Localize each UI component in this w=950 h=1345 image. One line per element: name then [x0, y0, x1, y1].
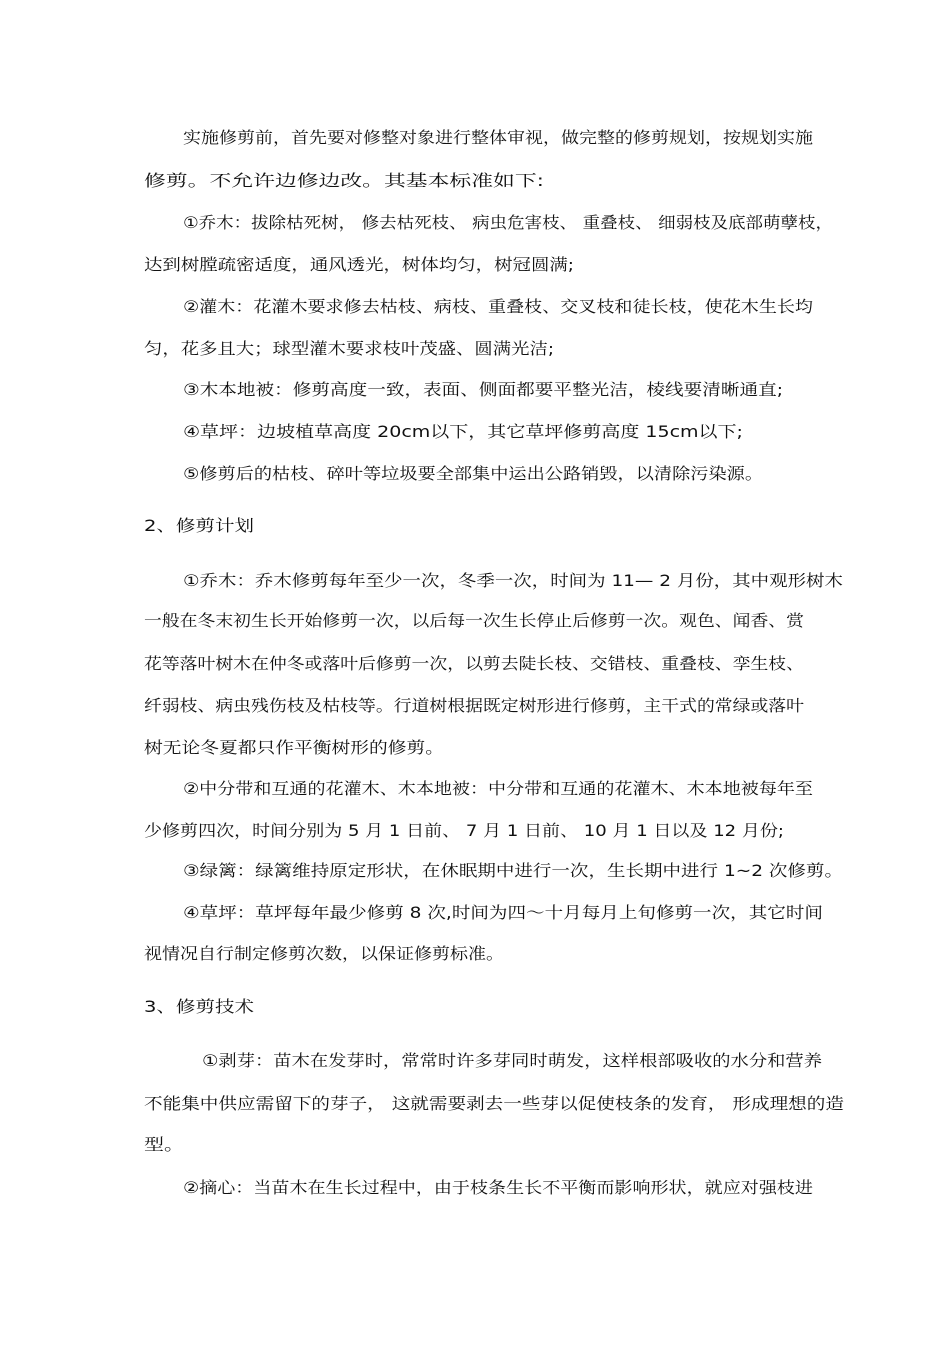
paragraph-line: ⑤修剪后的枯枝、碎叶等垃圾要全部集中运出公路销毁，以清除污染源。	[183, 464, 764, 483]
paragraph-line: 纤弱枝、病虫残伤枝及枯枝等。行道树根据既定树形进行修剪，主干式的常绿或落叶	[144, 696, 804, 715]
paragraph-line: 不能集中供应需留下的芽子， 这就需要剥去一些芽以促使枝条的发育， 形成理想的造	[144, 1094, 844, 1113]
paragraph-line: ④草坪：边坡植草高度 20cm以下，其它草坪修剪高度 15cm以下;	[183, 422, 743, 441]
paragraph-line: ②中分带和互通的花灌木、木本地被：中分带和互通的花灌木、木本地被每年至	[183, 779, 813, 798]
paragraph-line: ③绿篱：绿篱维持原定形状，在休眠期中进行一次，生长期中进行 1~2 次修剪。	[183, 861, 844, 880]
paragraph-line: ④草坪：草坪每年最少修剪 8 次,时间为四～十月每月上旬修剪一次，其它时间	[183, 903, 823, 922]
paragraph-line: ①乔木：乔木修剪每年至少一次，冬季一次，时间为 11— 2 月份，其中观形树木	[183, 571, 843, 590]
paragraph-line: 实施修剪前，首先要对修整对象进行整体审视，做完整的修剪规划，按规划实施	[183, 128, 814, 147]
paragraph-line: 花等落叶树木在仲冬或落叶后修剪一次，以剪去陡长枝、交错枝、重叠枝、孪生枝、	[144, 654, 804, 673]
paragraph-line: ③木本地被：修剪高度一致，表面、侧面都要平整光洁，棱线要清晰通直;	[183, 380, 784, 399]
paragraph-line: ①剥芽：苗木在发芽时，常常时许多芽同时萌发，这样根部吸收的水分和营养	[202, 1051, 823, 1070]
paragraph-line: 达到树膛疏密适度，通风透光，树体均匀，树冠圆满;	[144, 255, 575, 274]
paragraph-line: 一般在冬末初生长开始修剪一次，以后每一次生长停止后修剪一次。观色、闻香、赏	[144, 611, 804, 630]
paragraph-line: 少修剪四次，时间分别为 5 月 1 日前、 7 月 1 日前、 10 月 1 日以及 12 月份;	[144, 821, 784, 840]
paragraph-line: ②灌木：花灌木要求修去枯枝、病枝、重叠枝、交叉枝和徒长枝，使花木生长均	[183, 297, 813, 316]
paragraph-line: ②摘心：当苗木在生长过程中，由于枝条生长不平衡而影响形状，就应对强枝进	[183, 1178, 813, 1197]
paragraph-line: 匀，花多且大；球型灌木要求枝叶茂盛、圆满光洁;	[144, 339, 555, 358]
paragraph-line: 树无论冬夏都只作平衡树形的修剪。	[144, 738, 444, 757]
paragraph-line: 修剪。不允许边修边改。其基本标准如下:	[144, 171, 545, 190]
paragraph-line: 视情况自行制定修剪次数，以保证修剪标准。	[144, 944, 504, 963]
section-heading: 3、修剪技术	[144, 997, 255, 1016]
paragraph-line: 型。	[144, 1135, 185, 1154]
section-heading: 2、修剪计划	[144, 516, 255, 535]
paragraph-line: ①乔木：拔除枯死树， 修去枯死枝、 病虫危害枝、 重叠枝、 细弱枝及底部萌孽枝，	[183, 213, 834, 232]
